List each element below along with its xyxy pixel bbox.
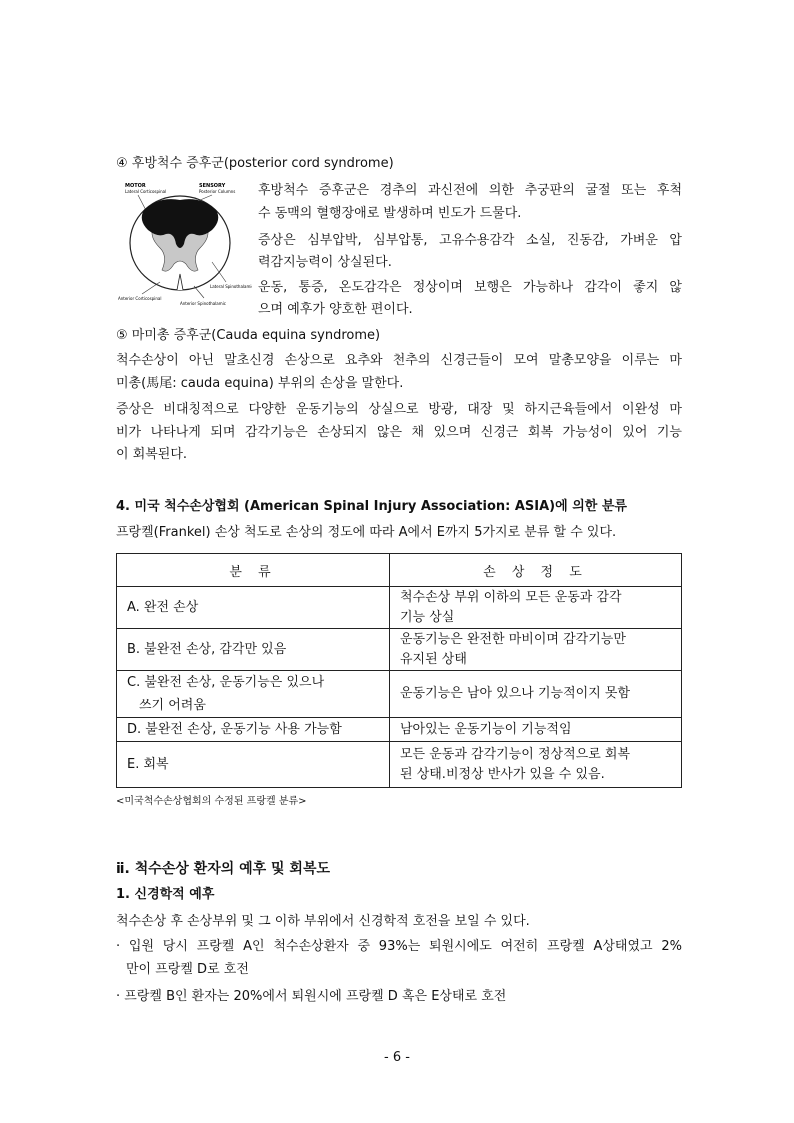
figure-label-ant-cortico: Anterior Corticospinal — [118, 296, 162, 301]
figure-label-sensory: SENSORY — [199, 183, 226, 189]
posterior-p1-line1: 후방척수 증후군은 경추의 과신전에 의한 추궁판의 굴절 또는 후척 — [258, 183, 682, 198]
posterior-cord-heading: ④ 후방척수 증후군(posterior cord syndrome) — [116, 156, 394, 171]
prognosis-bullet-1-line1: · 입원 당시 프랑켈 A인 척수손상환자 중 93%는 퇴원시에도 여전히 프랑켈 A상태였고 2% — [116, 939, 682, 954]
posterior-p3-line2: 으며 예후가 양호한 편이다. — [258, 302, 413, 317]
table-row — [117, 671, 682, 718]
table-cell-damage: 운동기능은 완전한 마비이며 감각기능만 유지된 상태 — [390, 629, 682, 671]
posterior-p1-line2: 수 동맥의 혈행장애로 발생하며 빈도가 드물다. — [258, 206, 522, 221]
table-row — [117, 742, 682, 788]
figure-label-motor-sub: Lateral Corticospinal — [125, 189, 167, 194]
cauda-p1-line1: 척수손상이 아닌 말초신경 손상으로 요추와 천추의 신경근들이 모여 말총모양을 이루는 마 — [116, 353, 682, 368]
table-cell-class: C. 불완전 손상, 운동기능은 있으나 쓰기 어려움 — [117, 671, 390, 718]
posterior-p3-line1: 운동, 통증, 온도감각은 정상이며 보행은 가능하나 감각이 좋지 않 — [258, 280, 682, 295]
table-header-row — [117, 554, 682, 587]
prognosis-heading: ⅱ. 척수손상 환자의 예후 및 회복도 — [116, 861, 331, 877]
table-header-classification: 분 류 — [117, 554, 390, 587]
table-header-damage-level: 손 상 정 도 — [390, 554, 682, 587]
figure-label-sensory-sub: Posterior Columns — [199, 189, 236, 194]
figure-label-motor: MOTOR — [125, 183, 146, 189]
posterior-p2-line1: 증상은 심부압박, 심부압통, 고유수용감각 소실, 진동감, 가벼운 압 — [258, 233, 682, 248]
table-caption: <미국척수손상협회의 수정된 프랑켈 분류> — [116, 796, 307, 807]
frankel-table — [116, 553, 682, 788]
spinal-cord-diagram — [114, 178, 252, 308]
page-number: - 6 - — [384, 1050, 410, 1065]
table-cell-class: D. 불완전 손상, 운동기능 사용 가능함 — [117, 718, 390, 742]
table-row — [117, 629, 682, 671]
prognosis-bullet-2: · 프랑켈 B인 환자는 20%에서 퇴원시에 프랑켈 D 혹은 E상태로 호전 — [116, 989, 507, 1004]
neuro-prognosis-subheading: 1. 신경학적 예후 — [116, 887, 215, 902]
figure-label-ant-spinothal: Anterior Spinothalamic — [180, 301, 226, 306]
cauda-equina-heading: ⑤ 마미총 증후군(Cauda equina syndrome) — [116, 328, 381, 343]
spinal-cord-figure — [114, 178, 252, 308]
cauda-p2-line2: 비가 나타나게 되며 감각기능은 손상되지 않은 채 있으며 신경근 회복 가능성이 있어 기능 — [116, 425, 682, 440]
asia-intro: 프랑켈(Frankel) 손상 척도로 손상의 정도에 따라 A에서 E까지 5가지로 분류 할 수 있다. — [116, 525, 617, 540]
table-cell-class: E. 회복 — [117, 742, 390, 788]
table-row — [117, 718, 682, 742]
table-cell-damage: 모든 운동과 감각기능이 정상적으로 회복 된 상태.비정상 반사가 있을 수 있음. — [390, 742, 682, 788]
table-cell-damage: 척수손상 부위 이하의 모든 운동과 감각 기능 상실 — [390, 587, 682, 629]
posterior-p2-line2: 력감지능력이 상실된다. — [258, 255, 392, 270]
asia-heading: 4. 미국 척수손상협회 (American Spinal Injury Association: ASIA)에 의한 분류 — [116, 499, 627, 514]
table-cell-class: A. 완전 손상 — [117, 587, 390, 629]
table-row — [117, 587, 682, 629]
cauda-p1-line2: 미총(馬尾: cauda equina) 부위의 손상을 말한다. — [116, 376, 404, 391]
prognosis-intro: 척수손상 후 손상부위 및 그 이하 부위에서 신경학적 호전을 보일 수 있다. — [116, 914, 530, 929]
table-cell-class: B. 불완전 손상, 감각만 있음 — [117, 629, 390, 671]
prognosis-bullet-1-line2: 만이 프랑켈 D로 호전 — [126, 962, 249, 977]
table-cell-damage: 운동기능은 남아 있으나 기능적이지 못함 — [390, 671, 682, 718]
cauda-p2-line1: 증상은 비대칭적으로 다양한 운동기능의 상실으로 방광, 대장 및 하지근육들에서 이완성 마 — [116, 402, 682, 417]
cauda-p2-line3: 이 회복된다. — [116, 447, 188, 462]
table-cell-damage: 남아있는 운동기능이 기능적임 — [390, 718, 682, 742]
figure-label-lat-spinothal: Lateral Spinothalamic — [210, 284, 252, 289]
